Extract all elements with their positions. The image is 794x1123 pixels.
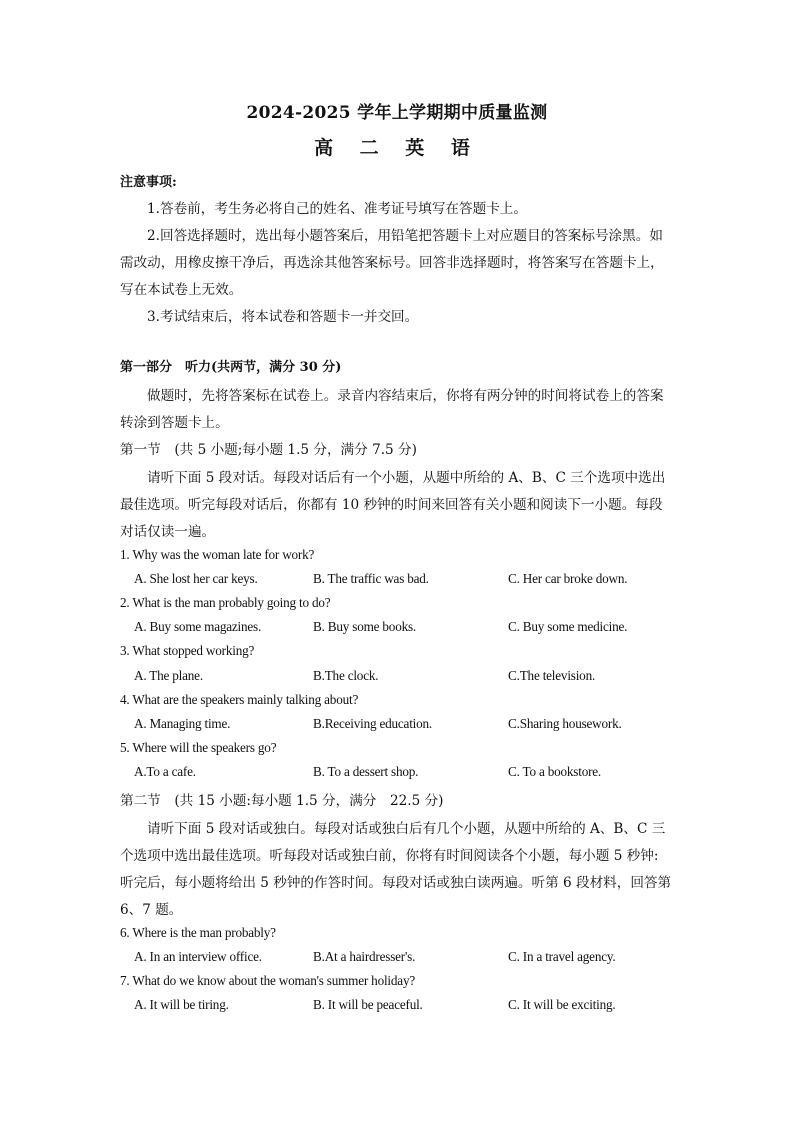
question-1-option-c: C. Her car broke down.: [508, 571, 628, 586]
question-2: 2. What is the man probably going to do?: [120, 595, 331, 610]
question-6: 6. Where is the man probably?: [120, 925, 276, 940]
section1-heading: 第一节 (共 5 小题;每小题 1.5 分，满分 7.5 分): [120, 442, 417, 458]
question-5-option-b: B. To a dessert shop.: [313, 764, 419, 779]
question-7-option-a: A. It will be tiring.: [134, 997, 229, 1012]
question-3: 3. What stopped working?: [120, 643, 255, 658]
question-6-option-a: A. In an interview office.: [134, 949, 262, 964]
part1-intro-line-2: 转涂到答题卡上。: [120, 415, 229, 431]
notice-heading: 注意事项:: [120, 175, 177, 190]
question-3-option-a: A. The plane.: [134, 668, 203, 683]
notice-item-2-line-1: 2.回答选择题时，选出每小题答案后，用铅笔把答题卡上对应题目的答案标号涂黑。如: [147, 228, 663, 244]
question-3-option-c: C.The television.: [508, 668, 596, 683]
notice-item-1: 1.答卷前，考生务必将自己的姓名、准考证号填写在答题卡上。: [147, 201, 527, 217]
section1-instructions-line-3: 对话仅读一遍。: [120, 524, 216, 540]
question-6-option-b: B.At a hairdresser's.: [313, 949, 416, 964]
question-2-option-a: A. Buy some magazines.: [134, 619, 262, 634]
question-4-option-b: B.Receiving education.: [313, 716, 433, 731]
question-1: 1. Why was the woman late for work?: [120, 547, 315, 562]
part1-intro-line-1: 做题时，先将答案标在试卷上。录音内容结束后，你将有两分钟的时间将试卷上的答案: [147, 388, 664, 404]
section1-instructions-line-1: 请听下面 5 段对话。每段对话后有一个小题，从题中所给的 A、B、C 三个选项中选出: [147, 470, 666, 486]
exam-title: 2024-2025 学年上学期期中质量监测: [246, 103, 548, 123]
question-4-option-a: A. Managing time.: [134, 716, 231, 731]
notice-item-2-line-2: 需改动，用橡皮擦干净后，再选涂其他答案标号。回答非选择题时，将答案写在答题卡上，: [120, 255, 664, 271]
section2-heading: 第二节 (共 15 小题:每小题 1.5 分，满分 22.5 分): [120, 793, 444, 809]
section1-instructions-line-2: 最佳选项。听完每段对话后，你都有 10 秒钟的时间来回答有关小题和阅读下一小题。每段: [120, 497, 663, 513]
part1-heading: 第一部分 听力(共两节，满分 30 分): [120, 360, 342, 375]
section2-instructions-line-4: 6、7 题。: [120, 902, 183, 918]
section2-instructions-line-1: 请听下面 5 段对话或独白。每段对话或独白后有几个小题，从题中所给的 A、B、C 三: [147, 821, 666, 837]
question-7: 7. What do we know about the woman's summer holiday?: [120, 973, 415, 988]
section2-instructions-line-3: 听完后，每小题将给出 5 秒钟的作答时间。每段对话或独白读两遍。听第 6 段材料，回答第: [120, 875, 672, 891]
question-5: 5. Where will the speakers go?: [120, 740, 277, 755]
question-7-option-b: B. It will be peaceful.: [313, 997, 423, 1012]
question-7-option-c: C. It will be exciting.: [508, 997, 616, 1012]
question-5-option-c: C. To a bookstore.: [508, 764, 602, 779]
question-1-option-b: B. The traffic was bad.: [313, 571, 429, 586]
question-6-option-c: C. In a travel agency.: [508, 949, 616, 964]
question-1-option-a: A. She lost her car keys.: [134, 571, 258, 586]
question-2-option-c: C. Buy some medicine.: [508, 619, 628, 634]
question-4: 4. What are the speakers mainly talking about?: [120, 692, 359, 707]
question-5-option-a: A.To a cafe.: [134, 764, 196, 779]
question-3-option-b: B.The clock.: [313, 668, 379, 683]
section2-instructions-line-2: 个选项中选出最佳选项。听每段对话或独白前，你将有时间阅读各个小题，每小题 5 秒钟:: [120, 848, 659, 864]
question-4-option-c: C.Sharing housework.: [508, 716, 622, 731]
notice-item-2-line-3: 写在本试卷上无效。: [120, 282, 243, 298]
question-2-option-b: B. Buy some books.: [313, 619, 417, 634]
exam-subject: 高 二 英 语: [314, 137, 480, 159]
notice-item-3: 3.考试结束后，将本试卷和答题卡一并交回。: [147, 309, 419, 325]
